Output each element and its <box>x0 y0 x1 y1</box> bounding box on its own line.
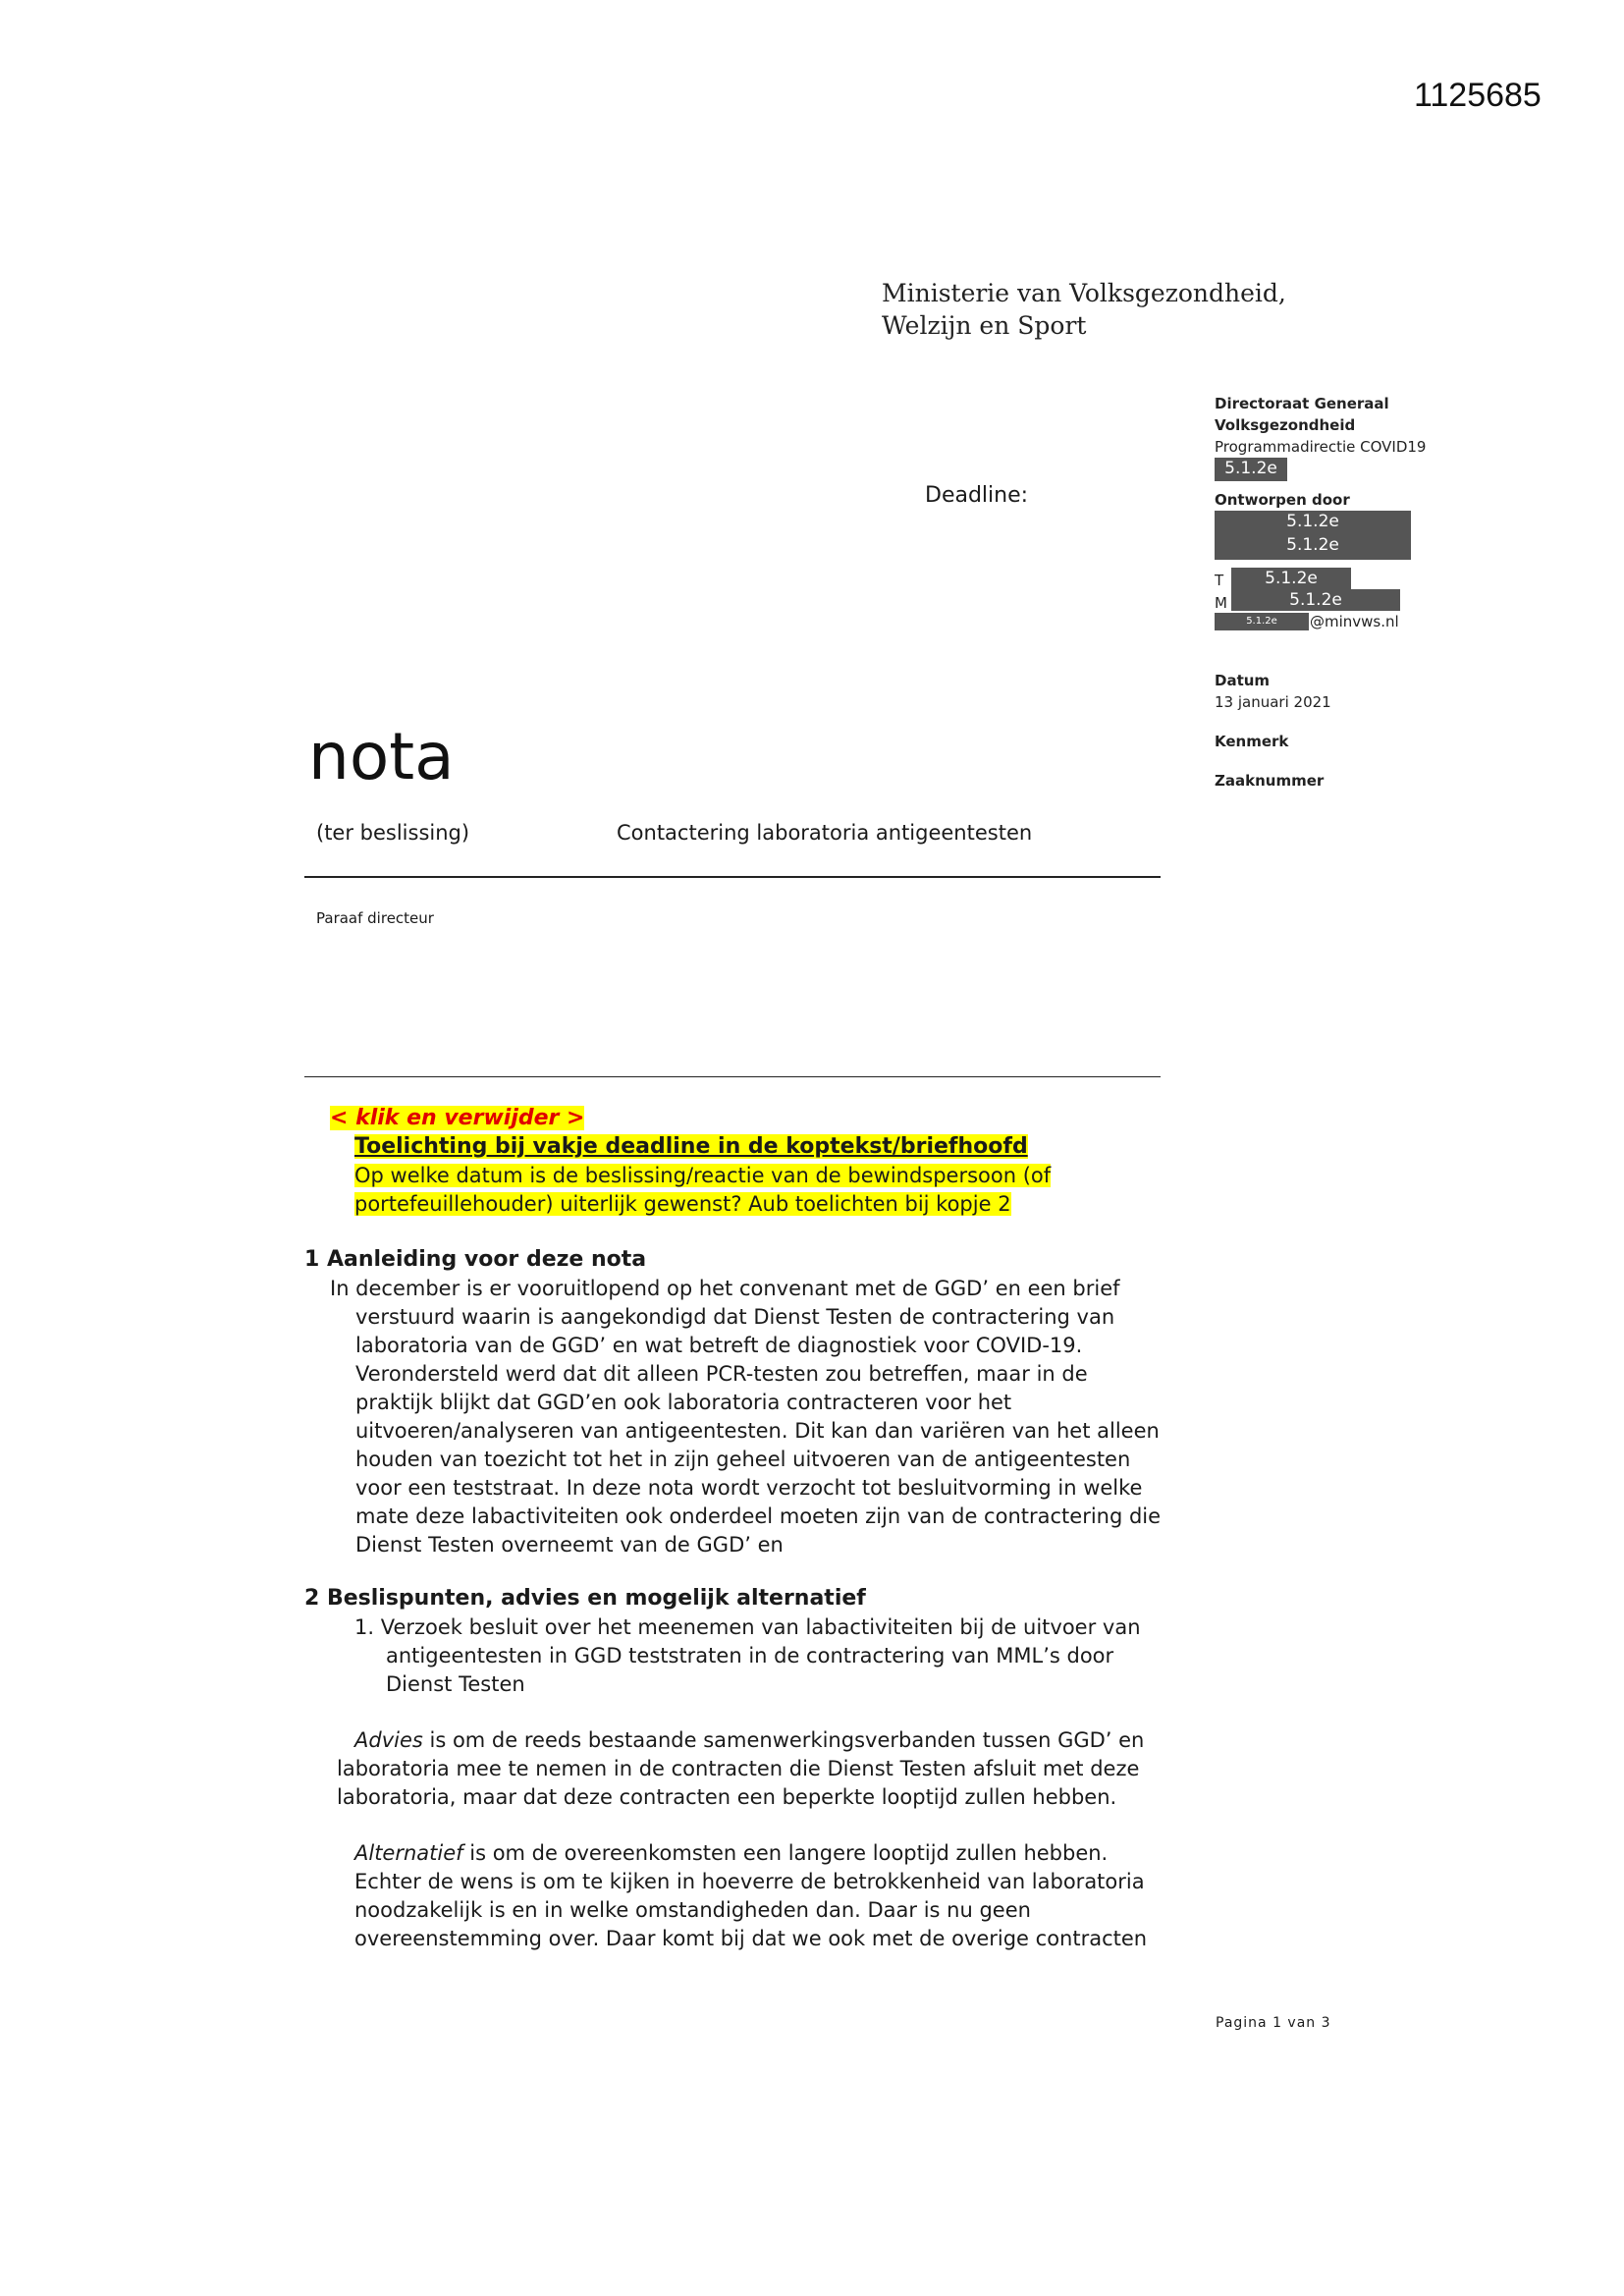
instruction-heading: Toelichting bij vakje deadline in de koptekst/briefhoofd <box>354 1134 1028 1159</box>
designed-by-label: Ontworpen door <box>1215 491 1350 509</box>
sidebar-org <box>1215 393 1426 458</box>
advies-line: laboratoria, maar dat deze contracten een beperkte looptijd zullen hebben. <box>337 1785 1117 1809</box>
advies-line: is om de reeds bestaande samenwerkingsverbanden tussen GGD’ en <box>422 1728 1145 1752</box>
ministry-line-2: Welzijn en Sport <box>882 311 1087 340</box>
body-line: uitvoeren/analyseren van antigeentesten. Dit kan dan variëren van het alleen <box>355 1419 1160 1443</box>
item-line: Dienst Testen <box>386 1672 525 1696</box>
section-1-body <box>330 1275 1214 1559</box>
decision-item <box>354 1613 1218 1699</box>
body-line: houden van toezicht tot het in zijn geheel uitvoeren van de antigeentesten <box>355 1448 1131 1471</box>
item-line: antigeentesten in GGD teststraten in de contractering van MML’s door <box>386 1644 1114 1667</box>
advies-line: laboratoria mee te nemen in de contracten die Dienst Testen afsluit met deze <box>337 1757 1140 1780</box>
document-number: 1125685 <box>1414 77 1542 114</box>
body-line: verstuurd waarin is aangekondigd dat Dienst Testen de contractering van <box>355 1305 1115 1329</box>
body-line: Dienst Testen overneemt van de GGD’ en <box>355 1533 784 1557</box>
redacted-block: 5.1.2e <box>1215 458 1287 481</box>
remove-instruction-link[interactable]: < klik en verwijder > <box>330 1106 585 1130</box>
zaaknummer-label: Zaaknummer <box>1215 772 1325 790</box>
org-line-3: Programmadirectie COVID19 <box>1215 438 1427 456</box>
datum-label: Datum <box>1215 672 1271 689</box>
instruction-line: Op welke datum is de beslissing/reactie van de bewindspersoon (of <box>354 1164 1052 1187</box>
m-label: M <box>1215 594 1227 612</box>
document-title: nota <box>308 719 455 794</box>
redacted-block: 5.1.2e <box>1215 613 1309 630</box>
item-line: 1. Verzoek besluit over het meenemen van labactiviteiten bij de uitvoer van <box>354 1615 1141 1639</box>
alternatief-line: overeenstemming over. Daar komt bij dat we ook met de overige contracten <box>354 1927 1148 1950</box>
org-line-1: Directoraat Generaal <box>1215 395 1389 412</box>
kenmerk-label: Kenmerk <box>1215 733 1289 750</box>
section-1-heading: 1 Aanleiding voor deze nota <box>304 1247 647 1272</box>
alternatief-line: noodzakelijk is en in welke omstandigheden dan. Daar is nu geen <box>354 1898 1031 1922</box>
body-line: In december is er vooruitlopend op het convenant met de GGD’ en een brief <box>330 1277 1120 1300</box>
redacted-block: 5.1.2e <box>1215 511 1411 534</box>
body-line: praktijk blijkt dat GGD’en ook laboratoria contracteren voor het <box>355 1391 1012 1414</box>
email-suffix: @minvws.nl <box>1310 613 1399 630</box>
body-line: laboratoria van de GGD’ en wat betreft de diagnostiek voor COVID-19. <box>355 1334 1083 1357</box>
redacted-block: 5.1.2e <box>1231 589 1400 611</box>
advies-word: Advies <box>354 1728 423 1752</box>
ministry-line-1: Ministerie van Volksgezondheid, <box>882 279 1286 307</box>
body-line: voor een teststraat. In deze nota wordt verzocht tot besluitvorming in welke <box>355 1476 1143 1500</box>
document-type: (ter beslissing) <box>316 821 470 845</box>
divider <box>304 876 1161 878</box>
divider <box>304 1076 1161 1077</box>
alternatief-line: Echter de wens is om te kijken in hoeverre de betrokkenheid van laboratoria <box>354 1870 1145 1893</box>
section-2-heading: 2 Beslispunten, advies en mogelijk alternatief <box>304 1586 866 1611</box>
advies-paragraph <box>337 1726 1220 1812</box>
instruction-text <box>354 1162 1101 1219</box>
redacted-block: 5.1.2e <box>1215 534 1411 560</box>
deadline-label: Deadline: <box>925 483 1029 508</box>
body-line: mate deze labactiviteiten ook onderdeel moeten zijn van de contractering die <box>355 1504 1162 1528</box>
alternatief-word: Alternatief <box>354 1841 463 1865</box>
ministry-logo-text <box>882 277 1286 342</box>
paraaf-label: Paraaf directeur <box>316 909 434 927</box>
alternatief-paragraph <box>354 1839 1218 1953</box>
document-subject: Contactering laboratoria antigeentesten <box>617 821 1033 845</box>
instruction-line: portefeuillehouder) uiterlijk gewenst? Aub toelichten bij kopje 2 <box>354 1192 1011 1216</box>
redacted-block: 5.1.2e <box>1231 568 1351 589</box>
org-line-2: Volksgezondheid <box>1215 416 1356 434</box>
body-line: Verondersteld werd dat dit alleen PCR-testen zou betreffen, maar in de <box>355 1362 1088 1386</box>
page-number: Pagina 1 van 3 <box>1216 2015 1331 2031</box>
t-label: T <box>1215 572 1224 589</box>
alternatief-line: is om de overeenkomsten een langere looptijd zullen hebben. <box>462 1841 1109 1865</box>
datum-value: 13 januari 2021 <box>1215 693 1331 711</box>
